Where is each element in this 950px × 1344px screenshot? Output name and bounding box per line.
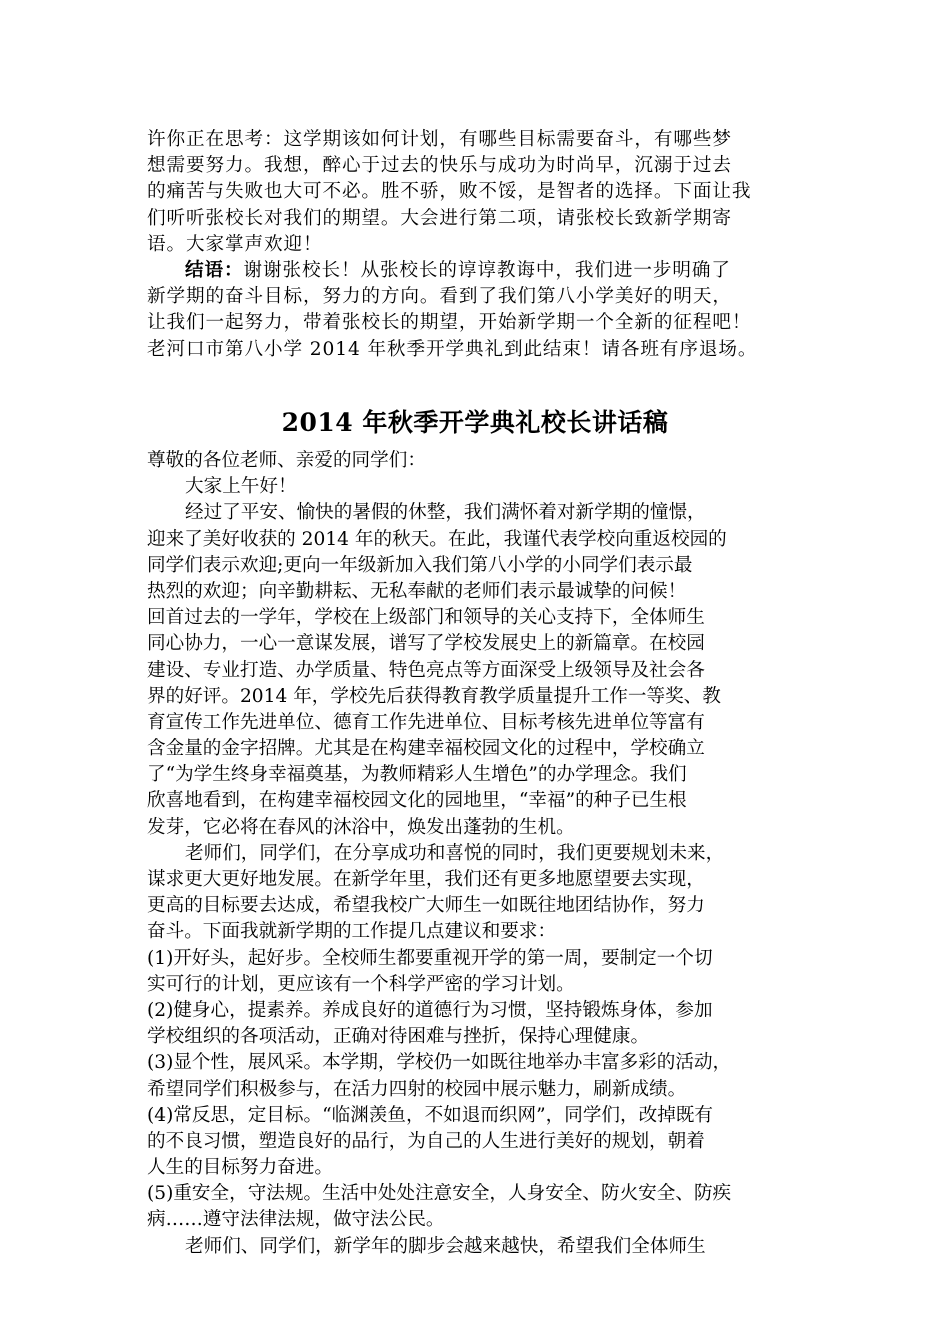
speech-line: (1)开好头，起好步。全校师生都要重视开学的第一周，要制定一个切 (147, 947, 713, 969)
speech-line: 热烈的欢迎；向辛勤耕耘、无私奉献的老师们表示最诚挚的问候！ (147, 580, 687, 602)
speech-body (147, 448, 817, 1260)
speech-line: 更高的目标要去达成，希望我校广大师生一如既往地团结协作，努力 (147, 895, 705, 917)
speech-line: (5)重安全，守法规。生活中处处注意安全，人身安全、防火安全、防疾 (147, 1183, 732, 1205)
speech-line: 实可行的计划，更应该有一个科学严密的学习计划。 (147, 973, 575, 995)
speech-line: 老师们，同学们，在分享成功和喜悦的同时，我们更要规划未来， (185, 842, 725, 864)
text-line: 想需要努力。我想，醉心于过去的快乐与成功为时尚早，沉溺于过去 (147, 155, 732, 177)
closing-text: 谢谢张校长！从张校长的谆谆教诲中，我们进一步明确了 (243, 259, 731, 281)
speech-line: 病……遵守法律法规，做守法公民。 (147, 1209, 445, 1231)
text-line: 语。大家掌声欢迎！ (147, 233, 323, 255)
speech-line: 回首过去的一学年，学校在上级部门和领导的关心支持下，全体师生 (147, 607, 705, 629)
speech-line: 同心协力，一心一意谋发展，谱写了学校发展史上的新篇章。在校园 (147, 633, 705, 655)
speech-line: 大家上午好！ (185, 476, 297, 498)
speech-line: 建设、专业打造、办学质量、特色亮点等方面深受上级领导及社会各 (147, 659, 705, 681)
closing-line (147, 258, 817, 284)
speech-line: 欣喜地看到，在构建幸福校园文化的园地里，“幸福”的种子已生根 (147, 790, 687, 812)
text-line: 许你正在思考：这学期该如何计划，有哪些目标需要奋斗，有哪些梦 (147, 129, 732, 150)
speech-line: 人生的目标努力奋进。 (147, 1157, 333, 1179)
speech-line: 经过了平安、愉快的暑假的休整，我们满怀着对新学期的憧憬， (185, 502, 706, 524)
speech-line: 了“为学生终身幸福奠基，为教师精彩人生增色”的办学理念。我们 (147, 764, 687, 786)
speech-line: (4)常反思，定目标。“临渊羡鱼，不如退而织网”，同学们，改掉既有 (147, 1104, 713, 1126)
text-line: 的痛苦与失败也大可不必。胜不骄，败不馁，是智者的选择。下面让我 (147, 181, 752, 203)
speech-line: 学校组织的各项活动，正确对待困难与挫折，保持心理健康。 (147, 1026, 650, 1048)
text-line: 让我们一起努力，带着张校长的期望，开始新学期一个全新的征程吧！ (147, 312, 752, 334)
speech-line: 奋斗。下面我就新学期的工作提几点建议和要求： (147, 921, 557, 943)
text-line: 新学期的奋斗目标，努力的方向。看到了我们第八小学美好的明天， (147, 286, 732, 308)
speech-line: 育宣传工作先进单位、德育工作先进单位、目标考核先进单位等富有 (147, 711, 705, 733)
speech-title: 2014 年秋季开学典礼校长讲话稿 (281, 408, 669, 437)
speech-line: 尊敬的各位老师、亲爱的同学们： (147, 450, 426, 471)
speech-line: 谋求更大更好地发展。在新学年里，我们还有更多地愿望要去实现， (147, 869, 705, 890)
speech-line: 迎来了美好收获的 2014 年的秋天。在此，我谨代表学校向重返校园的 (147, 528, 727, 550)
speech-line: 希望同学们积极参与，在活力四射的校园中展示魅力，刷新成绩。 (147, 1078, 687, 1100)
speech-line: (2)健身心，提素养。养成良好的道德行为习惯，坚持锻炼身体，参加 (147, 999, 713, 1021)
previous-section (147, 127, 817, 363)
speech-line: 界的好评。2014 年，学校先后获得教育教学质量提升工作一等奖、教 (147, 685, 721, 707)
speech-line: 同学们表示欢迎;更向一年级新加入我们第八小学的小同学们表示最 (147, 554, 693, 576)
text-line: 老河口市第八小学 2014 年秋季开学典礼到此结束！请各班有序退场。 (147, 338, 758, 360)
text-line: 们听听张校长对我们的期望。大会进行第二项，请张校长致新学期寄 (147, 207, 732, 229)
speech-line: (3)显个性，展风采。本学期，学校仍一如既往地举办丰富多彩的活动， (147, 1052, 732, 1074)
speech-line: 老师们、同学们，新学年的脚步会越来越快，希望我们全体师生 (185, 1235, 706, 1257)
speech-line: 发芽，它必将在春风的沐浴中，焕发出蓬勃的生机。 (147, 816, 575, 838)
closing-label: 结语： (185, 259, 244, 281)
speech-line: 含金量的金字招牌。尤其是在构建幸福校园文化的过程中，学校确立 (147, 738, 705, 760)
speech-line: 的不良习惯，塑造良好的品行，为自己的人生进行美好的规划，朝着 (147, 1130, 705, 1152)
